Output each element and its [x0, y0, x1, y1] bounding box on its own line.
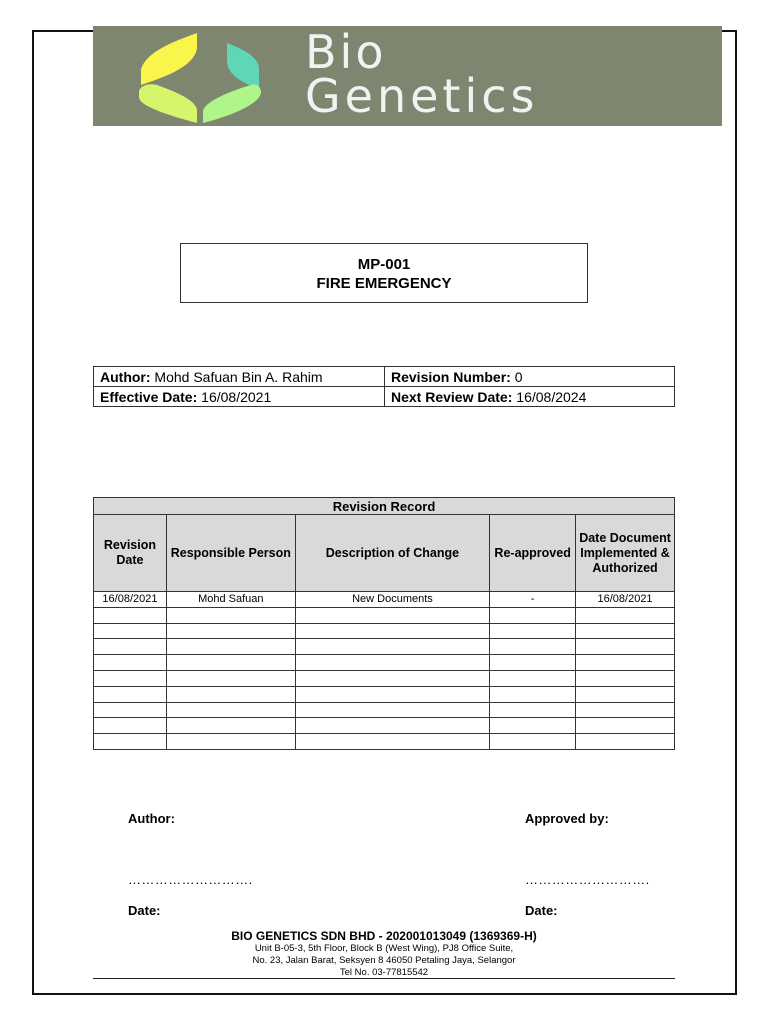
table-cell	[490, 639, 576, 655]
table-cell: 16/08/2021	[94, 592, 167, 608]
revision-number-label: Revision Number:	[391, 368, 511, 385]
approved-by-label: Approved by:	[525, 811, 609, 826]
effective-date-value: 16/08/2021	[197, 388, 272, 405]
table-cell	[94, 670, 167, 686]
header-date-implemented: Date Document Implemented & Authorized	[576, 515, 675, 592]
table-cell	[94, 734, 167, 750]
table-cell	[490, 734, 576, 750]
table-cell	[295, 702, 489, 718]
table-cell: Mohd Safuan	[166, 592, 295, 608]
logo-banner	[93, 26, 722, 126]
table-cell	[490, 607, 576, 623]
table-cell	[166, 686, 295, 702]
logo-line1: Bio	[305, 25, 387, 79]
revision-rows	[94, 592, 675, 750]
table-row	[94, 686, 675, 702]
table-cell	[576, 718, 675, 734]
table-cell	[94, 639, 167, 655]
table-cell	[166, 734, 295, 750]
table-cell	[576, 686, 675, 702]
table-cell	[94, 655, 167, 671]
table-cell	[166, 639, 295, 655]
author-date-label: Date:	[128, 903, 161, 918]
table-row	[94, 592, 675, 608]
logo-line2: Genetics	[305, 69, 539, 123]
table-cell	[576, 670, 675, 686]
table-cell	[94, 607, 167, 623]
table-cell	[295, 639, 489, 655]
table-cell	[576, 623, 675, 639]
footer-tel: Tel No. 03-77815542	[339, 967, 429, 978]
document-name: FIRE EMERGENCY	[316, 275, 452, 292]
footer	[93, 929, 675, 979]
table-row	[94, 718, 675, 734]
table-row	[94, 702, 675, 718]
approver-date-label: Date:	[525, 903, 558, 918]
table-cell	[490, 670, 576, 686]
footer-address-line1: Unit B-05-3, 5th Floor, Block B (West Wing), PJ8 Office Suite,	[254, 943, 514, 954]
table-row	[94, 734, 675, 750]
effective-date-label: Effective Date:	[100, 388, 198, 405]
table-cell	[490, 686, 576, 702]
table-cell	[166, 670, 295, 686]
table-cell	[576, 655, 675, 671]
footer-divider	[93, 978, 675, 979]
table-cell	[576, 702, 675, 718]
table-cell	[166, 655, 295, 671]
table-row	[94, 623, 675, 639]
table-cell	[295, 686, 489, 702]
table-row	[94, 607, 675, 623]
table-cell	[166, 718, 295, 734]
footer-address-line2: No. 23, Jalan Barat, Seksyen 8 46050 Petaling Jaya, Selangor	[252, 955, 516, 966]
header-responsible-person: Responsible Person	[166, 515, 295, 592]
document-code: MP-001	[357, 256, 411, 273]
table-cell	[166, 623, 295, 639]
revision-record-title: Revision Record	[94, 498, 675, 515]
table-cell	[166, 607, 295, 623]
author-signature-line: ……………………….	[128, 872, 253, 887]
header-re-approved: Re-approved	[490, 515, 576, 592]
header-description: Description of Change	[295, 515, 489, 592]
table-cell	[576, 734, 675, 750]
author-cell	[94, 367, 385, 387]
table-cell	[490, 702, 576, 718]
effective-date-cell	[94, 387, 385, 407]
next-review-label: Next Review Date:	[391, 388, 513, 405]
table-cell	[94, 623, 167, 639]
author-label: Author:	[100, 368, 151, 385]
next-review-value: 16/08/2024	[512, 388, 587, 405]
table-cell	[94, 718, 167, 734]
table-cell	[490, 718, 576, 734]
table-cell: 16/08/2021	[576, 592, 675, 608]
table-cell	[490, 623, 576, 639]
leaf-logo-icon	[135, 31, 265, 123]
table-cell: New Documents	[295, 592, 489, 608]
table-row	[94, 670, 675, 686]
approver-signature-line: ……………………….	[525, 872, 650, 887]
table-cell	[295, 623, 489, 639]
revision-number-cell	[385, 367, 675, 387]
table-cell	[295, 718, 489, 734]
table-cell	[576, 639, 675, 655]
revision-record-table	[93, 497, 675, 750]
document-meta-table	[93, 366, 675, 407]
table-cell	[166, 702, 295, 718]
next-review-date-cell	[385, 387, 675, 407]
table-cell	[295, 655, 489, 671]
table-cell: -	[490, 592, 576, 608]
table-cell	[490, 655, 576, 671]
table-row	[94, 655, 675, 671]
table-cell	[94, 686, 167, 702]
table-cell	[94, 702, 167, 718]
author-value: Mohd Safuan Bin A. Rahim	[150, 368, 323, 385]
logo-wordmark	[305, 25, 539, 123]
author-signature-label: Author:	[128, 811, 175, 826]
footer-company: BIO GENETICS SDN BHD - 202001013049 (1369369-H)	[231, 929, 537, 943]
header-revision-date: Revision Date	[94, 515, 167, 592]
table-row	[94, 639, 675, 655]
document-title-box	[180, 243, 588, 303]
table-cell	[295, 607, 489, 623]
table-cell	[576, 607, 675, 623]
table-cell	[295, 670, 489, 686]
table-cell	[295, 734, 489, 750]
revision-number-value: 0	[510, 368, 523, 385]
